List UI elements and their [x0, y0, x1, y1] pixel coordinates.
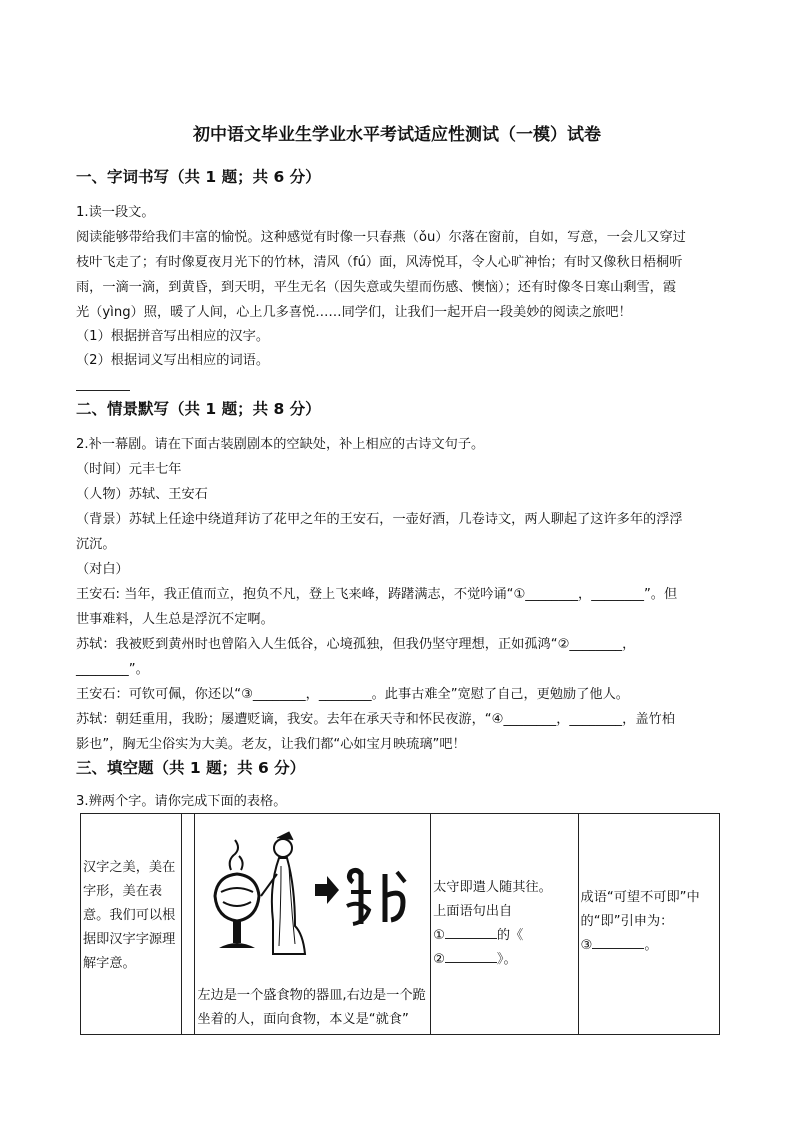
- question-table: [80, 813, 720, 1035]
- section-1-line: （1）根据拼音写出相应的汉字。: [76, 329, 270, 344]
- idiom-prompt: 成语“可望不可即”中的“即”引申为：: [580, 890, 700, 929]
- blank-suffix: 。: [644, 938, 658, 953]
- blank-number: ①: [433, 928, 445, 943]
- section-2-line: （时间）元丰七年: [76, 462, 182, 477]
- page-title: 初中语文毕业生学业水平考试适应性测试（一模）试卷: [193, 125, 601, 145]
- table-cell: [182, 814, 195, 1035]
- table-cell: [578, 814, 719, 1035]
- blank-suffix: 的《: [496, 928, 524, 943]
- section-3-heading: 三、填空题（共 1 题；共 6 分）: [76, 759, 306, 777]
- section-2-heading: 二、情景默写（共 1 题；共 8 分）: [76, 400, 321, 418]
- blank-2-row: [433, 948, 577, 972]
- table-cell: [431, 814, 578, 1035]
- blank-number: ③: [580, 938, 593, 953]
- answer-line: [76, 390, 130, 391]
- illustration-caption: 左边是一个盛食物的器皿,右边是一个跪坐着的人，面向食物，本义是“就食”: [197, 988, 426, 1027]
- answer-blank-1[interactable]: [445, 924, 497, 939]
- section-1-heading: 一、字词书写（共 1 题；共 6 分）: [76, 168, 321, 186]
- section-2-line: 苏轼：朝廷重用，我盼；屡遭贬谪，我安。去年在承天寺和怀民夜游，“④________，________，盖竹柏: [76, 712, 675, 727]
- answer-blank-2[interactable]: [445, 948, 497, 963]
- section-2-line: （对白）: [76, 562, 129, 577]
- section-1-line: 光（yìng）照，暖了人间，心上几多喜悦……同学们，让我们一起开启一段美妙的阅读之旅吧！: [76, 305, 632, 320]
- kneeling-person-vessel-image: [207, 826, 417, 976]
- blank-1-row: [433, 924, 577, 948]
- table-cell: [81, 814, 182, 1035]
- quote-line: 太守即遣人随其往。: [433, 880, 552, 895]
- section-1-line: 雨，一滴一滴，到黄昏，到天明，平生无名（因失意或失望而伤感、懊恼）；还有时像冬日寒山剩雪，霞: [76, 280, 677, 295]
- section-1-line: 阅读能够带给我们丰富的愉悦。这种感觉有时像一只春燕（ǒu）尔落在窗前，自如，写意，一会儿又穿过: [76, 230, 686, 245]
- blank-suffix: 》。: [496, 952, 517, 967]
- section-2-line: ________”。: [76, 662, 149, 677]
- section-2-line: 世事难料，人生总是浮沉不定啊。: [76, 612, 274, 627]
- section-1-line: 1.读一段文。: [76, 205, 155, 220]
- section-1-line: 枝叶飞走了；有时像夏夜月光下的竹林，清风（fú）面，风涛悦耳，令人心旷神怡；有时又像秋日梧桐听: [76, 255, 683, 270]
- section-2-line: 沉沉。: [76, 537, 116, 552]
- section-3-intro: 3.辨两个字。请你完成下面的表格。: [76, 794, 287, 809]
- blank-3-row: [581, 934, 719, 958]
- blank-number: ②: [433, 952, 445, 967]
- section-2-line: 2.补一幕剧。请在下面古装剧剧本的空缺处，补上相应的古诗文句子。: [76, 437, 485, 452]
- section-2-line: 影也”，胸无尘俗实为大美。老友，让我们都“心如宝月映琉璃”吧！: [76, 737, 466, 752]
- table-cell-text: 汉字之美，美在字形，美在表意。我们可以根据即汉字字源理解字意。: [83, 860, 176, 971]
- section-2-line: （背景）苏轼上任途中绕道拜访了花甲之年的王安石，一壶好酒，几卷诗文，两人聊起了这许多年的浮浮: [76, 512, 683, 527]
- section-2-line: 王安石：可钦可佩，你还以“③________，________。此事古难全”宽慰了自己，更勉励了他人。: [76, 687, 629, 702]
- section-2-line: （人物）苏轼、王安石: [76, 487, 208, 502]
- table-cell: [195, 814, 431, 1035]
- section-2-line: 王安石: 当年，我正值而立，抱负不凡，登上飞来峰，踌躇满志，不觉吟诵“①________，________”。但: [76, 587, 678, 602]
- answer-blank-3[interactable]: [592, 934, 644, 949]
- source-prompt: 上面语句出自: [433, 904, 513, 919]
- section-2-line: 苏轼：我被贬到黄州时也曾陷入人生低谷，心境孤独，但我仍坚守理想，正如孤鸿“②________，: [76, 637, 636, 652]
- section-1-line: （2）根据词义写出相应的词语。: [76, 353, 270, 368]
- character-origin-illustration: [195, 814, 430, 1034]
